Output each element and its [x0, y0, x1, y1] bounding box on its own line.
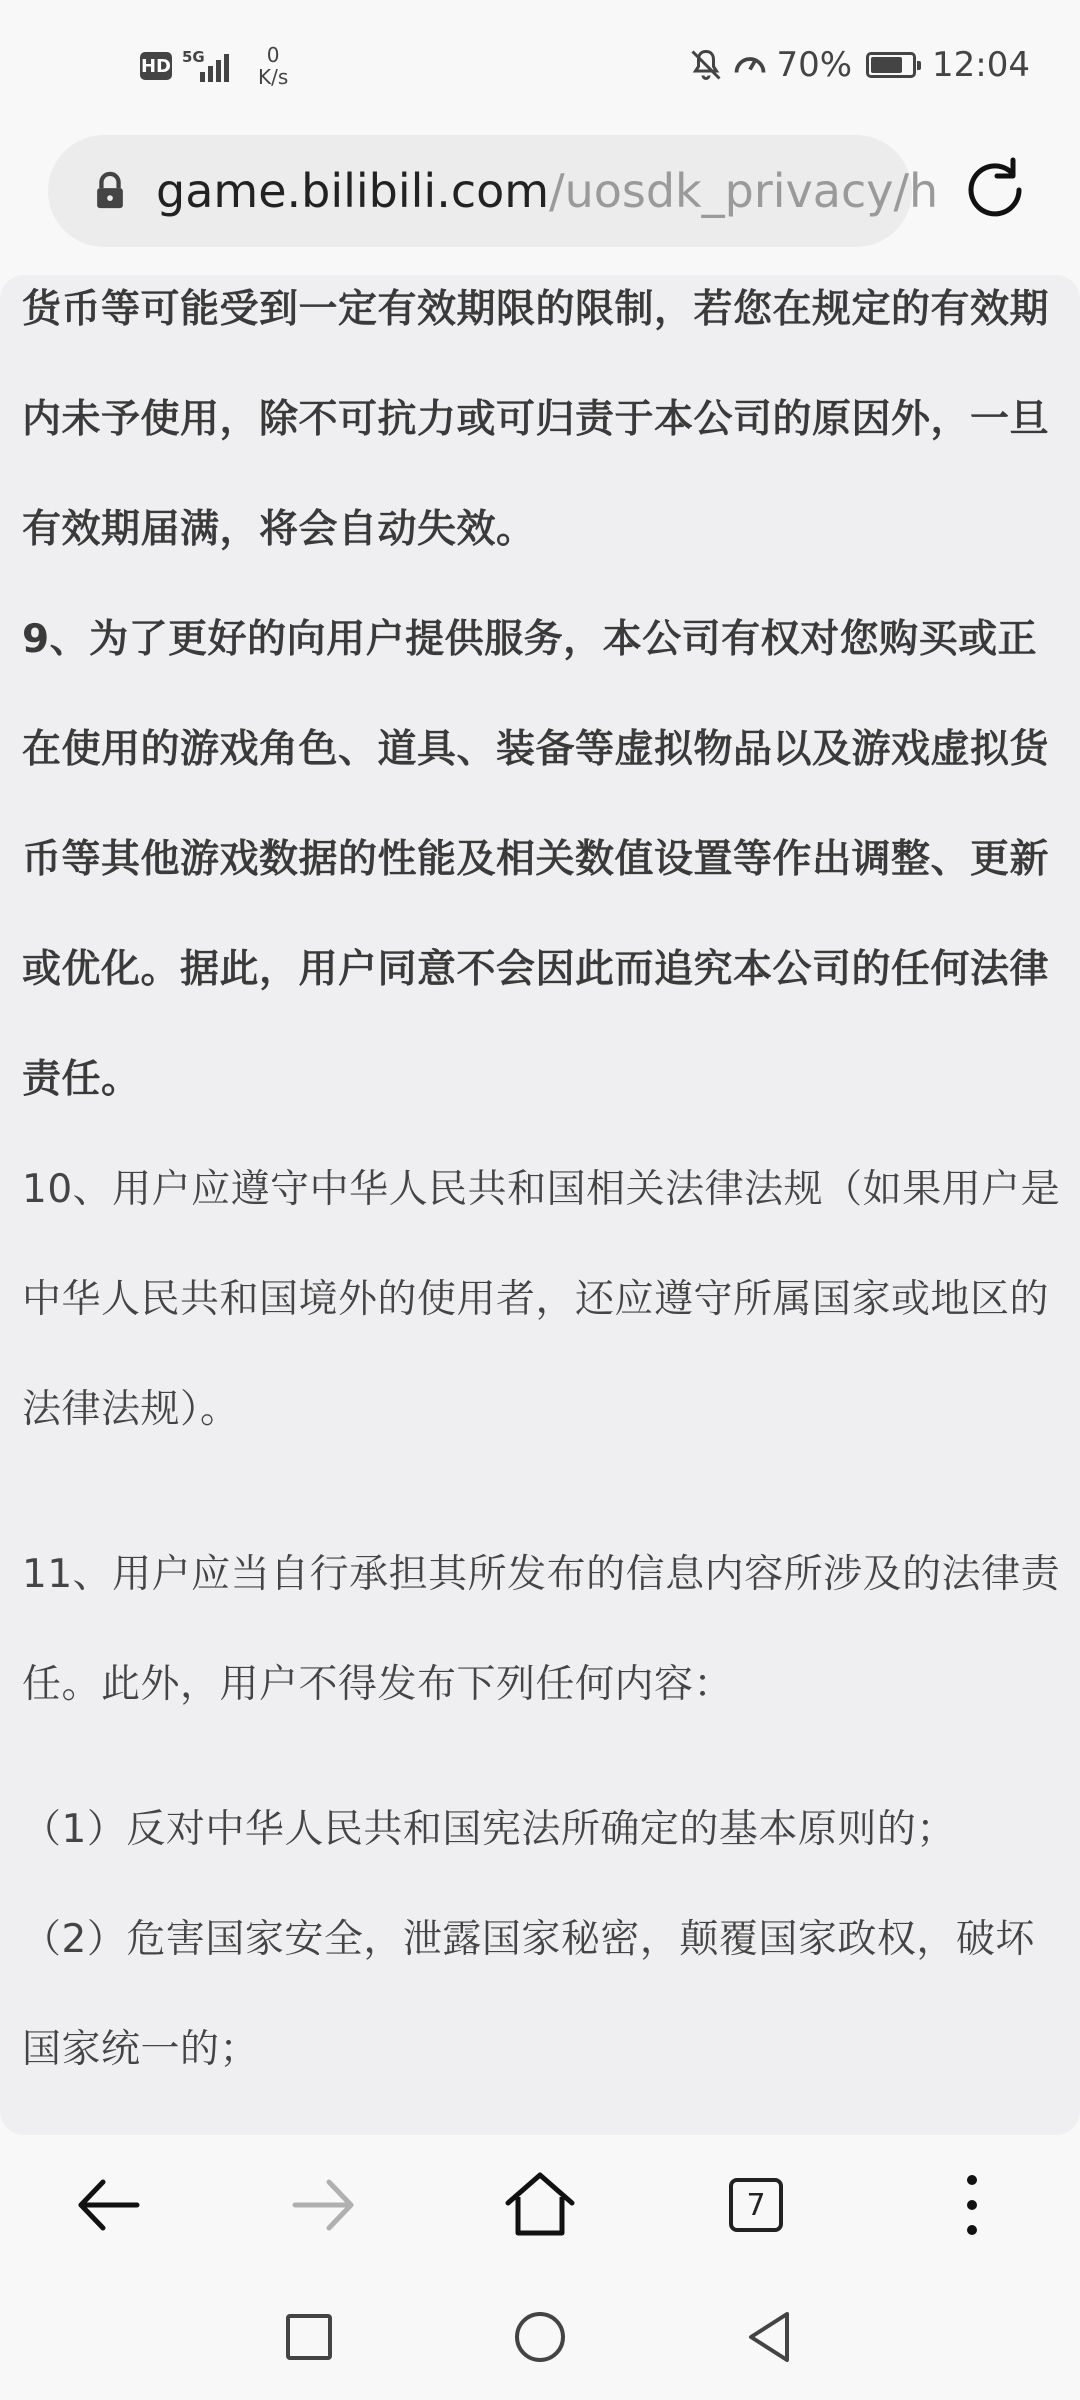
recents-button[interactable]	[274, 2302, 344, 2372]
tabs-button[interactable]	[716, 2165, 796, 2245]
paragraph-11: 11、用户应当自行承担其所发布的信息内容所涉及的法律责任。此外，用户不得发布下列任何内容：	[22, 1552, 1061, 1707]
nav-back-button[interactable]	[734, 2302, 804, 2372]
speedometer-icon	[732, 47, 768, 83]
paragraph-8-continued: 货币等可能受到一定有效期限的限制，若您在规定的有效期内未予使用，除不可抗力或可归责于本公司的原因外，一旦有效期届满，将会自动失效。	[22, 287, 1050, 552]
tab-count-badge: 7	[729, 2178, 783, 2232]
hd-badge: HD	[140, 52, 172, 80]
mute-bell-icon	[688, 47, 724, 83]
url-text[interactable]	[156, 161, 938, 221]
home-icon	[502, 2167, 578, 2243]
home-circle-icon	[512, 2309, 568, 2365]
network-speed-unit: K/s	[258, 65, 289, 89]
reload-icon	[955, 150, 1035, 230]
url-host: game.bilibili.com	[156, 164, 550, 218]
status-left-group	[140, 36, 288, 96]
home-button[interactable]	[500, 2165, 580, 2245]
lock-icon	[92, 171, 128, 211]
back-button[interactable]	[68, 2165, 148, 2245]
cellular-signal-icon	[182, 46, 240, 86]
battery-icon	[866, 52, 916, 78]
signal-bars	[200, 54, 229, 82]
list-item-1: （1）反对中华人民共和国宪法所确定的基本原则的；	[22, 1807, 956, 1852]
browser-toolbar	[0, 2135, 1080, 2280]
battery-percent: 70%	[776, 45, 853, 85]
network-speed	[258, 44, 288, 88]
url-path: /uosdk_privacy/h	[549, 164, 939, 218]
forward-button[interactable]	[284, 2165, 364, 2245]
paragraph-9: 9、为了更好的向用户提供服务，本公司有权对您购买或正在使用的游戏角色、道具、装备等虚拟物品以及游戏虚拟货币等其他游戏数据的性能及相关数值设置等作出调整、更新或优化。据此，用户同意不会因此而追究本公司的任何法律责任。	[22, 617, 1050, 1102]
more-vertical-icon	[962, 2170, 982, 2240]
nav-home-button[interactable]	[505, 2302, 575, 2372]
web-content[interactable]	[0, 275, 1080, 2135]
recents-square-icon	[284, 2312, 334, 2362]
reload-button[interactable]	[955, 150, 1035, 230]
clock: 12:04	[932, 45, 1030, 85]
back-triangle-icon	[743, 2309, 795, 2365]
network-speed-value: 0	[266, 43, 280, 67]
network-type-label: 5G	[182, 48, 205, 66]
forward-arrow-icon	[289, 2170, 359, 2240]
paragraph-10: 10、用户应遵守中华人民共和国相关法律法规（如果用户是中华人民共和国境外的使用者，还应遵守所属国家或地区的法律法规）。	[22, 1167, 1061, 1432]
list-item-2: （2）危害国家安全，泄露国家秘密，颠覆国家政权，破坏国家统一的；	[22, 1917, 1035, 2072]
system-navigation-bar	[0, 2280, 1080, 2400]
status-right-group	[688, 40, 1030, 90]
back-arrow-icon	[73, 2170, 143, 2240]
address-bar[interactable]	[48, 135, 939, 247]
menu-button[interactable]	[932, 2165, 1012, 2245]
status-bar	[0, 0, 1080, 130]
